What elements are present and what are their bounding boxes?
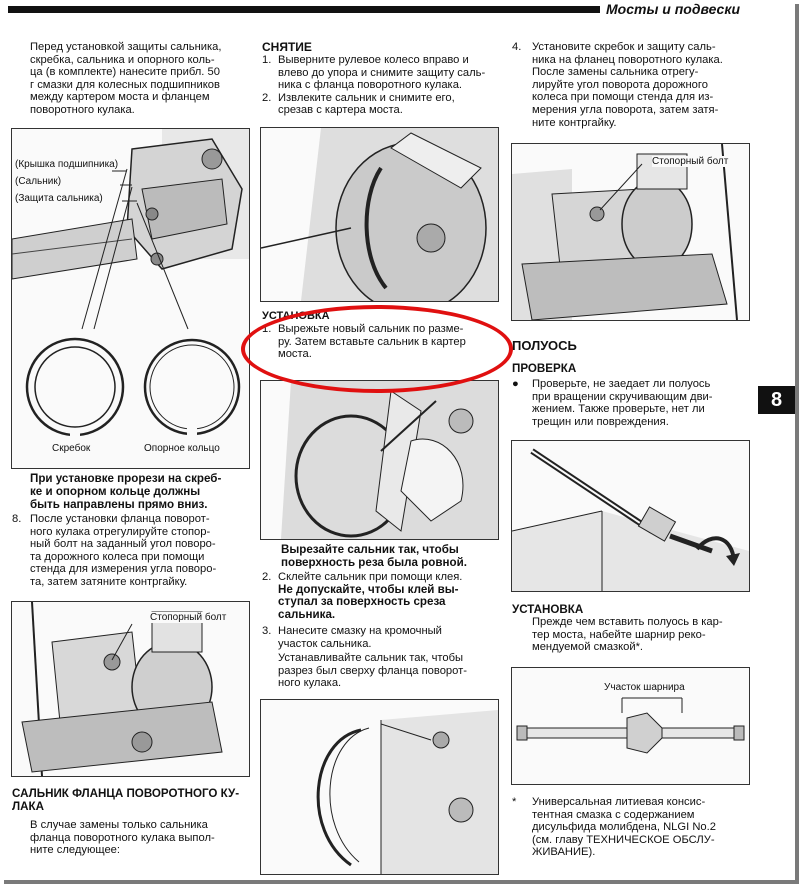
- col1-section-title: САЛЬНИК ФЛАНЦА ПОВОРОТНОГО КУ- ЛАКА: [12, 787, 240, 813]
- col3-axle-title: ПОЛУОСЬ: [512, 338, 577, 353]
- figure-stop-bolt-right: [511, 143, 750, 321]
- stop-bolt-drawing: [12, 602, 249, 776]
- figure-seal-cut: [260, 380, 499, 540]
- label-stop-bolt-left: Стопорный болт: [150, 612, 227, 623]
- label-scraper: Скребок: [52, 443, 91, 454]
- figure-joint-section: [511, 667, 750, 785]
- col3-check: ● Проверьте, не заедает ли полуось при вращении скручивающим дви- жением. Также проверьте, нет ли трещин или повреждения.: [512, 378, 713, 428]
- chapter-tab: 8: [758, 386, 795, 414]
- header-bar: [8, 6, 600, 13]
- col1-intro: Перед установкой защиты сальника, скребка, сальника и опорного коль- ца (в комплекте) нанесите прибл. 50 г смазки для колесных подшипников между картером моста и фланцем поворотного кулака.: [30, 41, 222, 116]
- label-seal: (Сальник): [15, 176, 62, 187]
- col3-footnote: * Универсальная литиевая консис- тентная смазка с содержанием дисульфида молибдена, NLGI No.2 (см. главу ТЕХНИЧЕСКОЕ ОБСЛУ- ЖИВАНИЕ).: [512, 796, 716, 859]
- col3-check-title: ПРОВЕРКА: [512, 362, 577, 375]
- col2-step2: 2. Склейте сальник при помощи клея. Не допускайте, чтобы клей вы- ступал за поверхность среза сальника.: [262, 571, 463, 621]
- label-bearing-cap: (Крышка подшипника): [15, 159, 119, 170]
- col2-install-step1: 1. Вырежьте новый сальник по разме- ру. Затем вставьте сальник в картер моста.: [262, 323, 466, 361]
- col2-install-title: УСТАНОВКА: [262, 310, 330, 322]
- col1-section-text: В случае замены только сальника фланца поворотного кулака выпол- ните следующее:: [30, 819, 215, 857]
- stop-bolt-right-drawing: [512, 144, 749, 320]
- header-title: Мосты и подвески: [606, 1, 740, 17]
- col3-step4: 4. Установите скребок и защиту саль- ника на фланец поворотного кулака. После замены сальника отрегу- лируйте угол поворота дорожного колеса при помощи стенда для из- мерения угла поворота, затем затя- ните контргайку.: [512, 41, 723, 129]
- col3-install-title: УСТАНОВКА: [512, 603, 584, 616]
- col1-step8: 8. После установки фланца поворот- ного кулака отрегулируйте стопор- ный болт на заданный угол поворо- та дорожного колеса при помощи стенда для измерения угла поворо- та, затем затяните контргайку.: [12, 513, 217, 588]
- col2-removal-steps: 1. Выверните рулевое колесо вправо и влево до упора и снимите защиту саль- ника с фланца поворотного кулака. 2. Извлеките сальник и снимите его, срезав с картера моста.: [262, 54, 486, 117]
- col1-note: При установке прорези на скреб- ке и опорном кольце должны быть направлены прямо вниз.: [30, 472, 222, 511]
- label-support-ring: Опорное кольцо: [144, 443, 220, 454]
- figure-seal-assembly: [11, 128, 250, 469]
- seal-orientation-drawing: [261, 700, 498, 874]
- col2-removal-title: СНЯТИЕ: [262, 40, 312, 54]
- col3-install-text: Прежде чем вставить полуось в кар- тер моста, набейте шарнир реко- мендуемой смазкой*.: [532, 616, 723, 654]
- figure-seal-orientation: [260, 699, 499, 875]
- figure-stop-bolt-left: [11, 601, 250, 777]
- figure-axle-check: [511, 440, 750, 592]
- label-joint-area: Участок шарнира: [604, 682, 685, 693]
- label-seal-guard: (Защита сальника): [15, 193, 103, 204]
- bullet: ●: [512, 378, 519, 390]
- col2-cut-note: Вырезайте сальник так, чтобы поверхность реза была ровной.: [281, 543, 467, 569]
- label-stop-bolt-right: Стопорный болт: [652, 156, 729, 167]
- col2-step3: 3. Нанесите смазку на кромочный участок сальника. Устанавливайте сальник так, чтобы разрез был сверху фланца поворот- ного кулака.: [262, 625, 467, 690]
- seal-removal-drawing: [261, 128, 498, 301]
- axle-check-drawing: [512, 441, 749, 591]
- seal-cut-drawing: [261, 381, 498, 539]
- figure-seal-removal: [260, 127, 499, 302]
